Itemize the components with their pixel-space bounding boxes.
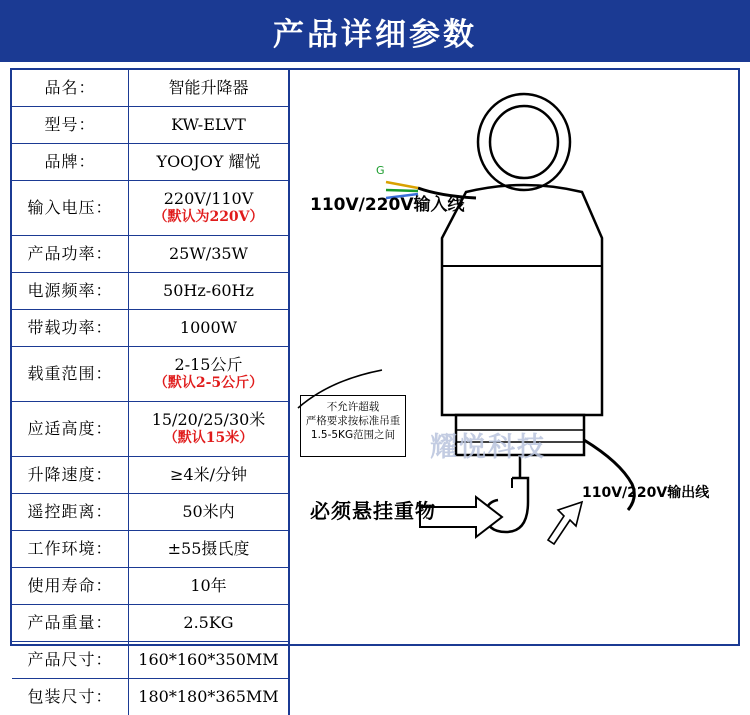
spec-value-text: 180*180*365MM (138, 687, 278, 706)
table-row (12, 568, 289, 605)
table-row (12, 494, 289, 531)
hanging-ring-inner (490, 106, 558, 178)
table-row (12, 605, 289, 642)
warning-line-3: 1.5-5KG范围之间 (301, 428, 405, 442)
spec-value-text: KW-ELVT (171, 115, 246, 134)
spec-label: 品名： (12, 70, 129, 107)
spec-label: 使用寿命： (12, 568, 129, 605)
spec-label: 产品功率： (12, 236, 129, 273)
spec-value-text: 50米内 (182, 502, 234, 521)
spec-label: 品牌： (12, 144, 129, 181)
spec-value-text: ±55摄氏度 (168, 539, 250, 558)
output-line-label: 110V/220V输出线 (582, 482, 709, 502)
table-row (12, 144, 289, 181)
spec-label: 产品重量： (12, 605, 129, 642)
spec-value (129, 181, 290, 236)
page-title: 产品详细参数 (273, 9, 477, 54)
product-illustration-panel (290, 70, 738, 644)
spec-value (129, 107, 290, 144)
spec-value-text: 50Hz-60Hz (163, 281, 254, 300)
spec-value-text: YOOJOY 耀悦 (157, 152, 261, 171)
spec-label: 输入电压： (12, 181, 129, 236)
spec-value-text: 1000W (180, 318, 237, 337)
spec-value-note: （默认为220V） (131, 209, 286, 227)
input-line-label: 110V/220V输入线 (310, 190, 465, 215)
spec-label: 工作环境： (12, 531, 129, 568)
hang-load-label: 必须悬挂重物 (310, 495, 436, 524)
device-body (442, 185, 602, 415)
table-row (12, 107, 289, 144)
table-row (12, 310, 289, 347)
spec-value (129, 457, 290, 494)
spec-table-body (12, 70, 289, 715)
spec-value (129, 679, 290, 715)
content-frame (10, 68, 740, 646)
table-row (12, 457, 289, 494)
hanging-ring-outer (478, 94, 570, 190)
spec-value-text: 智能升降器 (168, 78, 248, 97)
spec-value-text: 2.5KG (183, 613, 233, 632)
table-row (12, 273, 289, 310)
output-pointer-arrow (548, 502, 582, 544)
input-lead-yellow (386, 182, 418, 188)
spec-value-note: （默认2-5公斤） (131, 375, 286, 393)
spec-value (129, 402, 290, 457)
table-row (12, 181, 289, 236)
spec-value (129, 605, 290, 642)
device-drum (456, 415, 584, 455)
spec-value (129, 310, 290, 347)
spec-value (129, 144, 290, 181)
spec-label: 应适高度： (12, 402, 129, 457)
spec-label: 产品尺寸： (12, 642, 129, 679)
spec-value (129, 347, 290, 402)
spec-label: 遥控距离： (12, 494, 129, 531)
spec-value (129, 642, 290, 679)
warning-line-2: 严格要求按标准吊重 (301, 414, 405, 428)
table-row (12, 347, 289, 402)
spec-value (129, 531, 290, 568)
table-row (12, 642, 289, 679)
spec-value-text: 220V/110V (164, 189, 254, 208)
spec-label: 载重范围： (12, 347, 129, 402)
table-row (12, 679, 289, 715)
spec-value (129, 236, 290, 273)
spec-value-text: 10年 (190, 576, 226, 595)
spec-table (12, 70, 290, 715)
spec-value-text: ≥4米/分钟 (170, 465, 247, 484)
spec-value (129, 70, 290, 107)
product-line-drawing (290, 70, 738, 644)
spec-value-text: 160*160*350MM (138, 650, 278, 669)
spec-label: 包装尺寸： (12, 679, 129, 715)
spec-value-note: （默认15米） (131, 430, 286, 448)
overload-warning-box (300, 395, 406, 457)
table-row (12, 531, 289, 568)
warning-line-1: 不允许超载 (301, 400, 405, 414)
spec-value-text: 25W/35W (169, 244, 248, 263)
table-row (12, 70, 289, 107)
spec-label: 升降速度： (12, 457, 129, 494)
spec-label: 带载功率： (12, 310, 129, 347)
spec-label: 电源频率： (12, 273, 129, 310)
table-row (12, 236, 289, 273)
table-row (12, 402, 289, 457)
input-lead-marker: G (376, 164, 385, 177)
spec-label: 型号： (12, 107, 129, 144)
spec-value (129, 494, 290, 531)
spec-value (129, 568, 290, 605)
spec-value (129, 273, 290, 310)
spec-value-text: 15/20/25/30米 (152, 410, 266, 429)
page-header (0, 0, 750, 62)
brand-watermark: 耀悦科技 (430, 425, 546, 464)
spec-value-text: 2-15公斤 (175, 355, 243, 374)
